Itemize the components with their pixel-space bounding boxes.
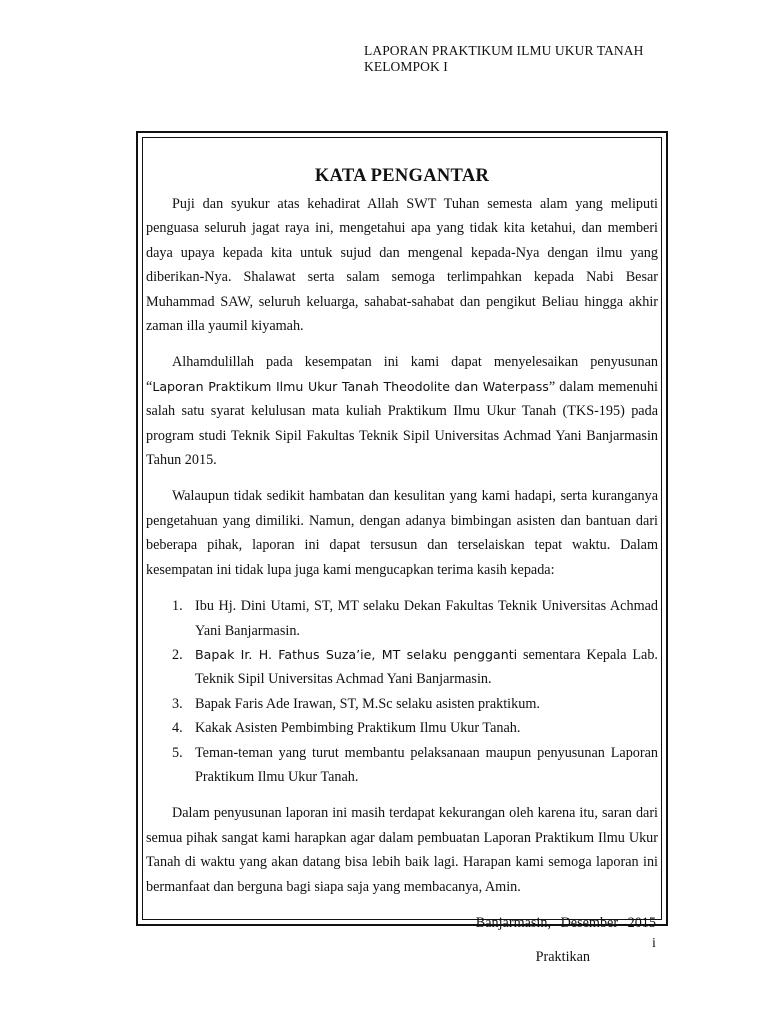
page-header (364, 43, 643, 75)
list-number: 1. (172, 598, 183, 615)
list-number: 3. (172, 695, 183, 712)
paragraph-purpose-start: Alhamdulillah pada kesempatan ini kami dapat menyelesaikan penyusunan “ (146, 354, 658, 395)
list-text-handwritten: Bapak Ir. H. Fathus Suza’ie, MT selaku pengganti (195, 646, 518, 662)
list-item (146, 594, 658, 643)
paragraph-gratitude: Walaupun tidak sedikit hambatan dan kesulitan yang kami hadapi, serta kuranganya pengetahuan yang dimiliki. Namun, dengan adanya bimbingan asisten dan bantuan dari beberapa pihak, laporan ini dapat tersusun dan terselaiskan tepat waktu. Dalam kesempatan ini tidak lupa juga kami mengucapkan terima kasih kepada: (146, 488, 658, 578)
list-text: sementara Kepala Lab. Teknik Sipil Universitas Achmad Yani Banjarmasin. (195, 646, 658, 688)
paragraph-purpose-end: ” dalam memenuhi salah satu syarat kelulusan mata kuliah Praktikum Ilmu Ukur Tanah (TKS-195) pada program studi Teknik Sipil Fakultas Teknik Sipil Universitas Achmad Yani Banjarmasin Tahun 2015. (146, 378, 658, 469)
list-item (146, 692, 658, 716)
place-date: Banjarmasin, Desember 2015 (475, 914, 656, 931)
header-report-title: LAPORAN PRAKTIKUM ILMU UKUR TANAH (364, 43, 644, 58)
list-text: Bapak Faris Ade Irawan, ST, M.Sc selaku asisten praktikum. (195, 695, 540, 712)
list-number: 4. (172, 720, 183, 737)
acknowledgement-list (146, 594, 658, 789)
paragraph-purpose (146, 350, 658, 472)
list-number: 2. (172, 646, 183, 663)
list-item (146, 741, 658, 790)
foreword-body (146, 164, 658, 970)
list-text: Teman-teman yang turut membantu pelaksanaan maupun penyusunan Laporan Praktikum Ilmu Ukur Tanah. (195, 744, 658, 785)
page-title: KATA PENGANTAR (314, 166, 490, 186)
list-text: Ibu Hj. Dini Utami, ST, MT selaku Dekan Fakultas Teknik Universitas Achmad Yani Banjarmasin. (195, 598, 658, 639)
list-text: Kakak Asisten Pembimbing Praktikum Ilmu Ukur Tanah. (195, 720, 521, 737)
paragraph-opening: Puji dan syukur atas kehadirat Allah SWT Tuhan semesta alam yang meliputi penguasa seluruh jagat raya ini, mengetahui apa yang tidak kita ketahui, dan memberi daya upaya kepada kita untuk sujud dan mengenal kepada-Nya dengan ilmu yang diberikan-Nya. Shalawat serta salam semoga terlimpahkan kepada Nabi Besar Muhammad SAW, seluruh keluarga, sahabat-sahabat dan pengikut Beliau hingga akhir zaman illa yaumil kiyamah. (146, 196, 658, 335)
header-group: KELOMPOK I (364, 59, 448, 74)
list-number: 5. (172, 744, 183, 761)
paragraph-closing: Dalam penyusunan laporan ini masih terdapat kekurangan oleh karena itu, saran dari semua pihak sangat kami harapkan agar dalam pembuatan Laporan Praktikum Ilmu Ukur Tanah di waktu yang akan datang bisa lebih baik lagi. Harapan kami semoga laporan ini bermanfaat dan berguna bagi siapa saja yang membacanya, Amin. (146, 805, 658, 895)
list-item (146, 643, 658, 692)
report-title-handwritten: Laporan Praktikum Ilmu Ukur Tanah Theodolite dan Waterpass (152, 378, 549, 394)
list-item (146, 716, 658, 740)
signer: Praktikan (535, 949, 590, 966)
page-number: i (652, 936, 656, 951)
